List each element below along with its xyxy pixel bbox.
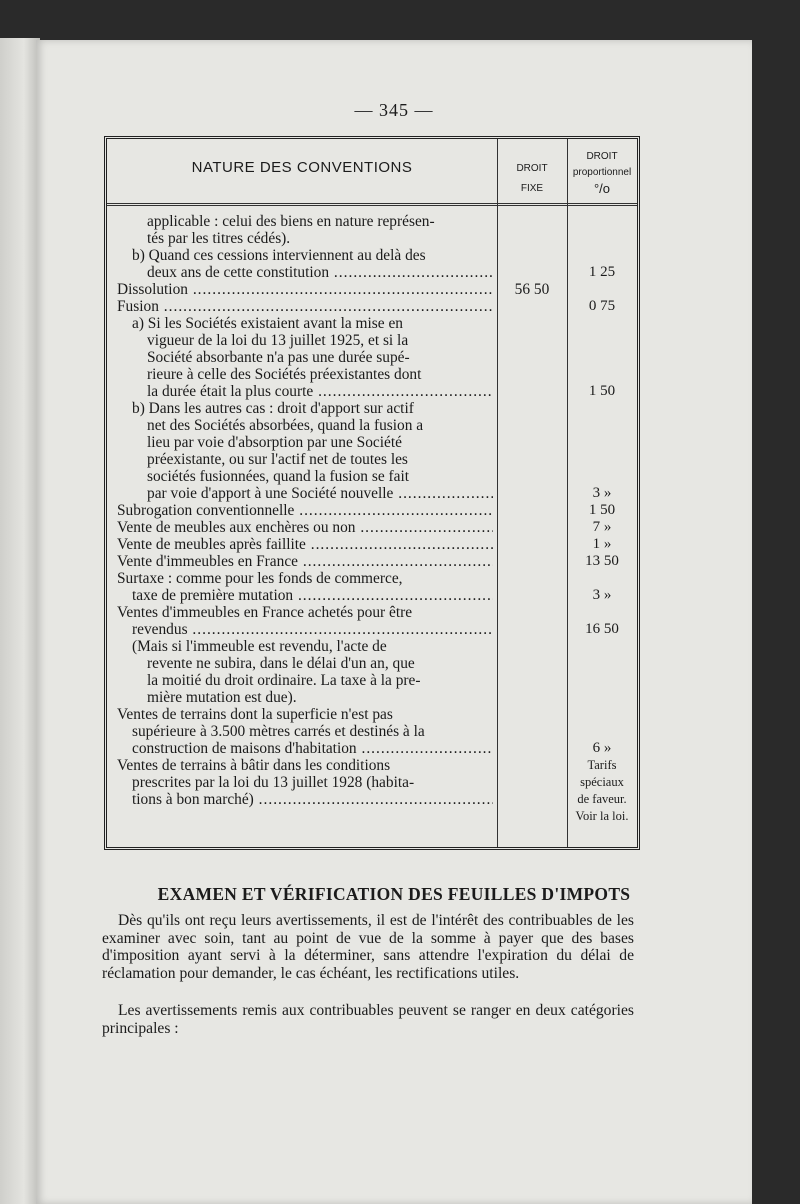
row-text: tions à bon marché) .....: [132, 791, 493, 808]
row-droit-proportionnel: 1 50: [588, 502, 616, 518]
table-row: [107, 247, 637, 264]
row-text: a) Si les Sociétés existaient avant la mise en: [132, 315, 403, 332]
table-row: [107, 213, 637, 230]
row-text: Société absorbante n'a pas une durée supé-: [147, 349, 410, 366]
page-number: — 345 —: [354, 100, 434, 120]
header-rule: [107, 203, 637, 206]
row-droit-proportionnel: 16 50: [585, 621, 619, 637]
row-text: revente ne subira, dans le délai d'un an, que: [147, 655, 415, 672]
table-row: [107, 587, 637, 604]
paragraph-1: Dès qu'ils ont reçu leurs avertissements, il est de l'intérêt des contribuables de les examiner avec soin, tant au point de vue de la somme à payer que des bases d'imposition ayant servi à la déterminer, sans attendre l'expiration du délai de réclamation pour demander, le cas échéant, les rectifications utiles.: [102, 912, 634, 982]
table-row: [107, 281, 637, 298]
row-text: net des Sociétés absorbées, quand la fusion a: [147, 417, 424, 434]
header-fixe-line2: FIXE: [520, 183, 544, 194]
header-prop-line3: °/o: [593, 181, 611, 196]
table-row: [107, 451, 637, 468]
table-row: [107, 774, 637, 791]
row-droit-proportionnel: Voir la loi.: [575, 809, 629, 823]
row-text: Subrogation conventionnelle .....: [117, 502, 493, 519]
header-nature: NATURE DES CONVENTIONS: [191, 159, 413, 176]
table-row: [107, 366, 637, 383]
row-text: (Mais si l'immeuble est revendu, l'acte de: [132, 638, 387, 655]
row-droit-fixe: 56 50: [514, 281, 550, 298]
table-row: [107, 672, 637, 689]
table-row: [107, 468, 637, 485]
row-text: Ventes d'immeubles en France achetés pour être: [117, 604, 413, 621]
table-body: [107, 213, 637, 825]
table-row: [107, 383, 637, 400]
row-text: vigueur de la loi du 13 juillet 1925, et si la: [147, 332, 409, 349]
row-text: deux ans de cette constitution .....: [147, 264, 493, 281]
table-row: [107, 689, 637, 706]
table-row: [107, 604, 637, 621]
header-droit-fixe: [497, 159, 567, 199]
table-row: [107, 757, 637, 774]
row-text: b) Quand ces cessions interviennent au delà des: [132, 247, 426, 264]
row-text: prescrites par la loi du 13 juillet 1928 (habita-: [132, 774, 415, 791]
table-row: [107, 230, 637, 247]
row-text: la moitié du droit ordinaire. La taxe à la pre-: [147, 672, 421, 689]
row-text: Dissolution .....: [117, 281, 493, 298]
header-droit-proportionnel: [567, 149, 637, 197]
row-text: Vente de meubles aux enchères ou non .....: [117, 519, 493, 536]
row-text: Fusion .....: [117, 298, 493, 315]
row-text: tés par les titres cédés).: [147, 230, 291, 247]
row-text: Ventes de terrains dont la superficie n'est pas: [117, 706, 393, 723]
row-droit-proportionnel: 6 »: [592, 740, 612, 756]
header-prop-line1: DROIT: [586, 151, 618, 162]
row-text: la durée était la plus courte .....: [147, 383, 493, 400]
row-droit-proportionnel: 13 50: [585, 553, 619, 569]
row-text: par voie d'apport à une Société nouvelle .....: [147, 485, 493, 502]
row-droit-proportionnel: 7 »: [592, 519, 612, 535]
row-text: rieure à celle des Sociétés préexistantes dont: [147, 366, 422, 383]
table-row: [107, 315, 637, 332]
row-droit-proportionnel: Tarifs: [587, 758, 617, 772]
row-droit-proportionnel: 1 25: [588, 264, 616, 280]
table-row: [107, 791, 637, 808]
row-droit-proportionnel: 1 50: [588, 383, 616, 399]
header-fixe-line1: DROIT: [516, 163, 548, 174]
table-row: [107, 264, 637, 281]
table-row: [107, 519, 637, 536]
table-row: [107, 536, 637, 553]
row-text: Surtaxe : comme pour les fonds de commerce,: [117, 570, 403, 587]
table-row: [107, 553, 637, 570]
table-row: [107, 349, 637, 366]
table-row: [107, 808, 637, 825]
facing-page-edge: [0, 38, 40, 1204]
row-text: construction de maisons d'habitation .....: [132, 740, 493, 757]
table-row: [107, 485, 637, 502]
table-row: [107, 502, 637, 519]
table-row: [107, 655, 637, 672]
table-row: [107, 621, 637, 638]
row-text: préexistante, ou sur l'actif net de toutes les: [147, 451, 408, 468]
table-row: [107, 298, 637, 315]
row-droit-proportionnel: 3 »: [592, 587, 612, 603]
row-droit-proportionnel: 1 »: [592, 536, 612, 552]
table-row: [107, 332, 637, 349]
row-text: Vente de meubles après faillite .....: [117, 536, 493, 553]
table-row: [107, 400, 637, 417]
table-row: [107, 706, 637, 723]
table-row: [107, 723, 637, 740]
section-title: EXAMEN ET VÉRIFICATION DES FEUILLES D'IMPOTS: [157, 884, 631, 904]
row-droit-proportionnel: spéciaux: [580, 775, 624, 789]
row-text: applicable : celui des biens en nature représen-: [147, 213, 435, 230]
row-text: supérieure à 3.500 mètres carrés et destinés à la: [132, 723, 425, 740]
row-text: sociétés fusionnées, quand la fusion se fait: [147, 468, 410, 485]
table-row: [107, 638, 637, 655]
row-droit-proportionnel: 0 75: [588, 298, 616, 314]
row-text: Ventes de terrains à bâtir dans les conditions: [117, 757, 391, 774]
table-row: [107, 434, 637, 451]
row-droit-proportionnel: de faveur.: [577, 792, 627, 806]
table-row: [107, 570, 637, 587]
row-text: Vente d'immeubles en France .....: [117, 553, 493, 570]
table-row: [107, 417, 637, 434]
row-text: b) Dans les autres cas : droit d'apport sur actif: [132, 400, 414, 417]
header-prop-line2: proportionnel: [572, 167, 632, 178]
row-text: lieu par voie d'absorption par une Société: [147, 434, 402, 451]
row-text: revendus .....: [132, 621, 493, 638]
row-text: taxe de première mutation .....: [132, 587, 493, 604]
paragraph-2: Les avertissements remis aux contribuables peuvent se ranger en deux catégories principales :: [102, 1002, 634, 1037]
conventions-table: [104, 136, 640, 850]
table-row: [107, 740, 637, 757]
document-page: [36, 40, 752, 1204]
row-text: mière mutation est due).: [147, 689, 297, 706]
row-droit-proportionnel: 3 »: [592, 485, 612, 501]
